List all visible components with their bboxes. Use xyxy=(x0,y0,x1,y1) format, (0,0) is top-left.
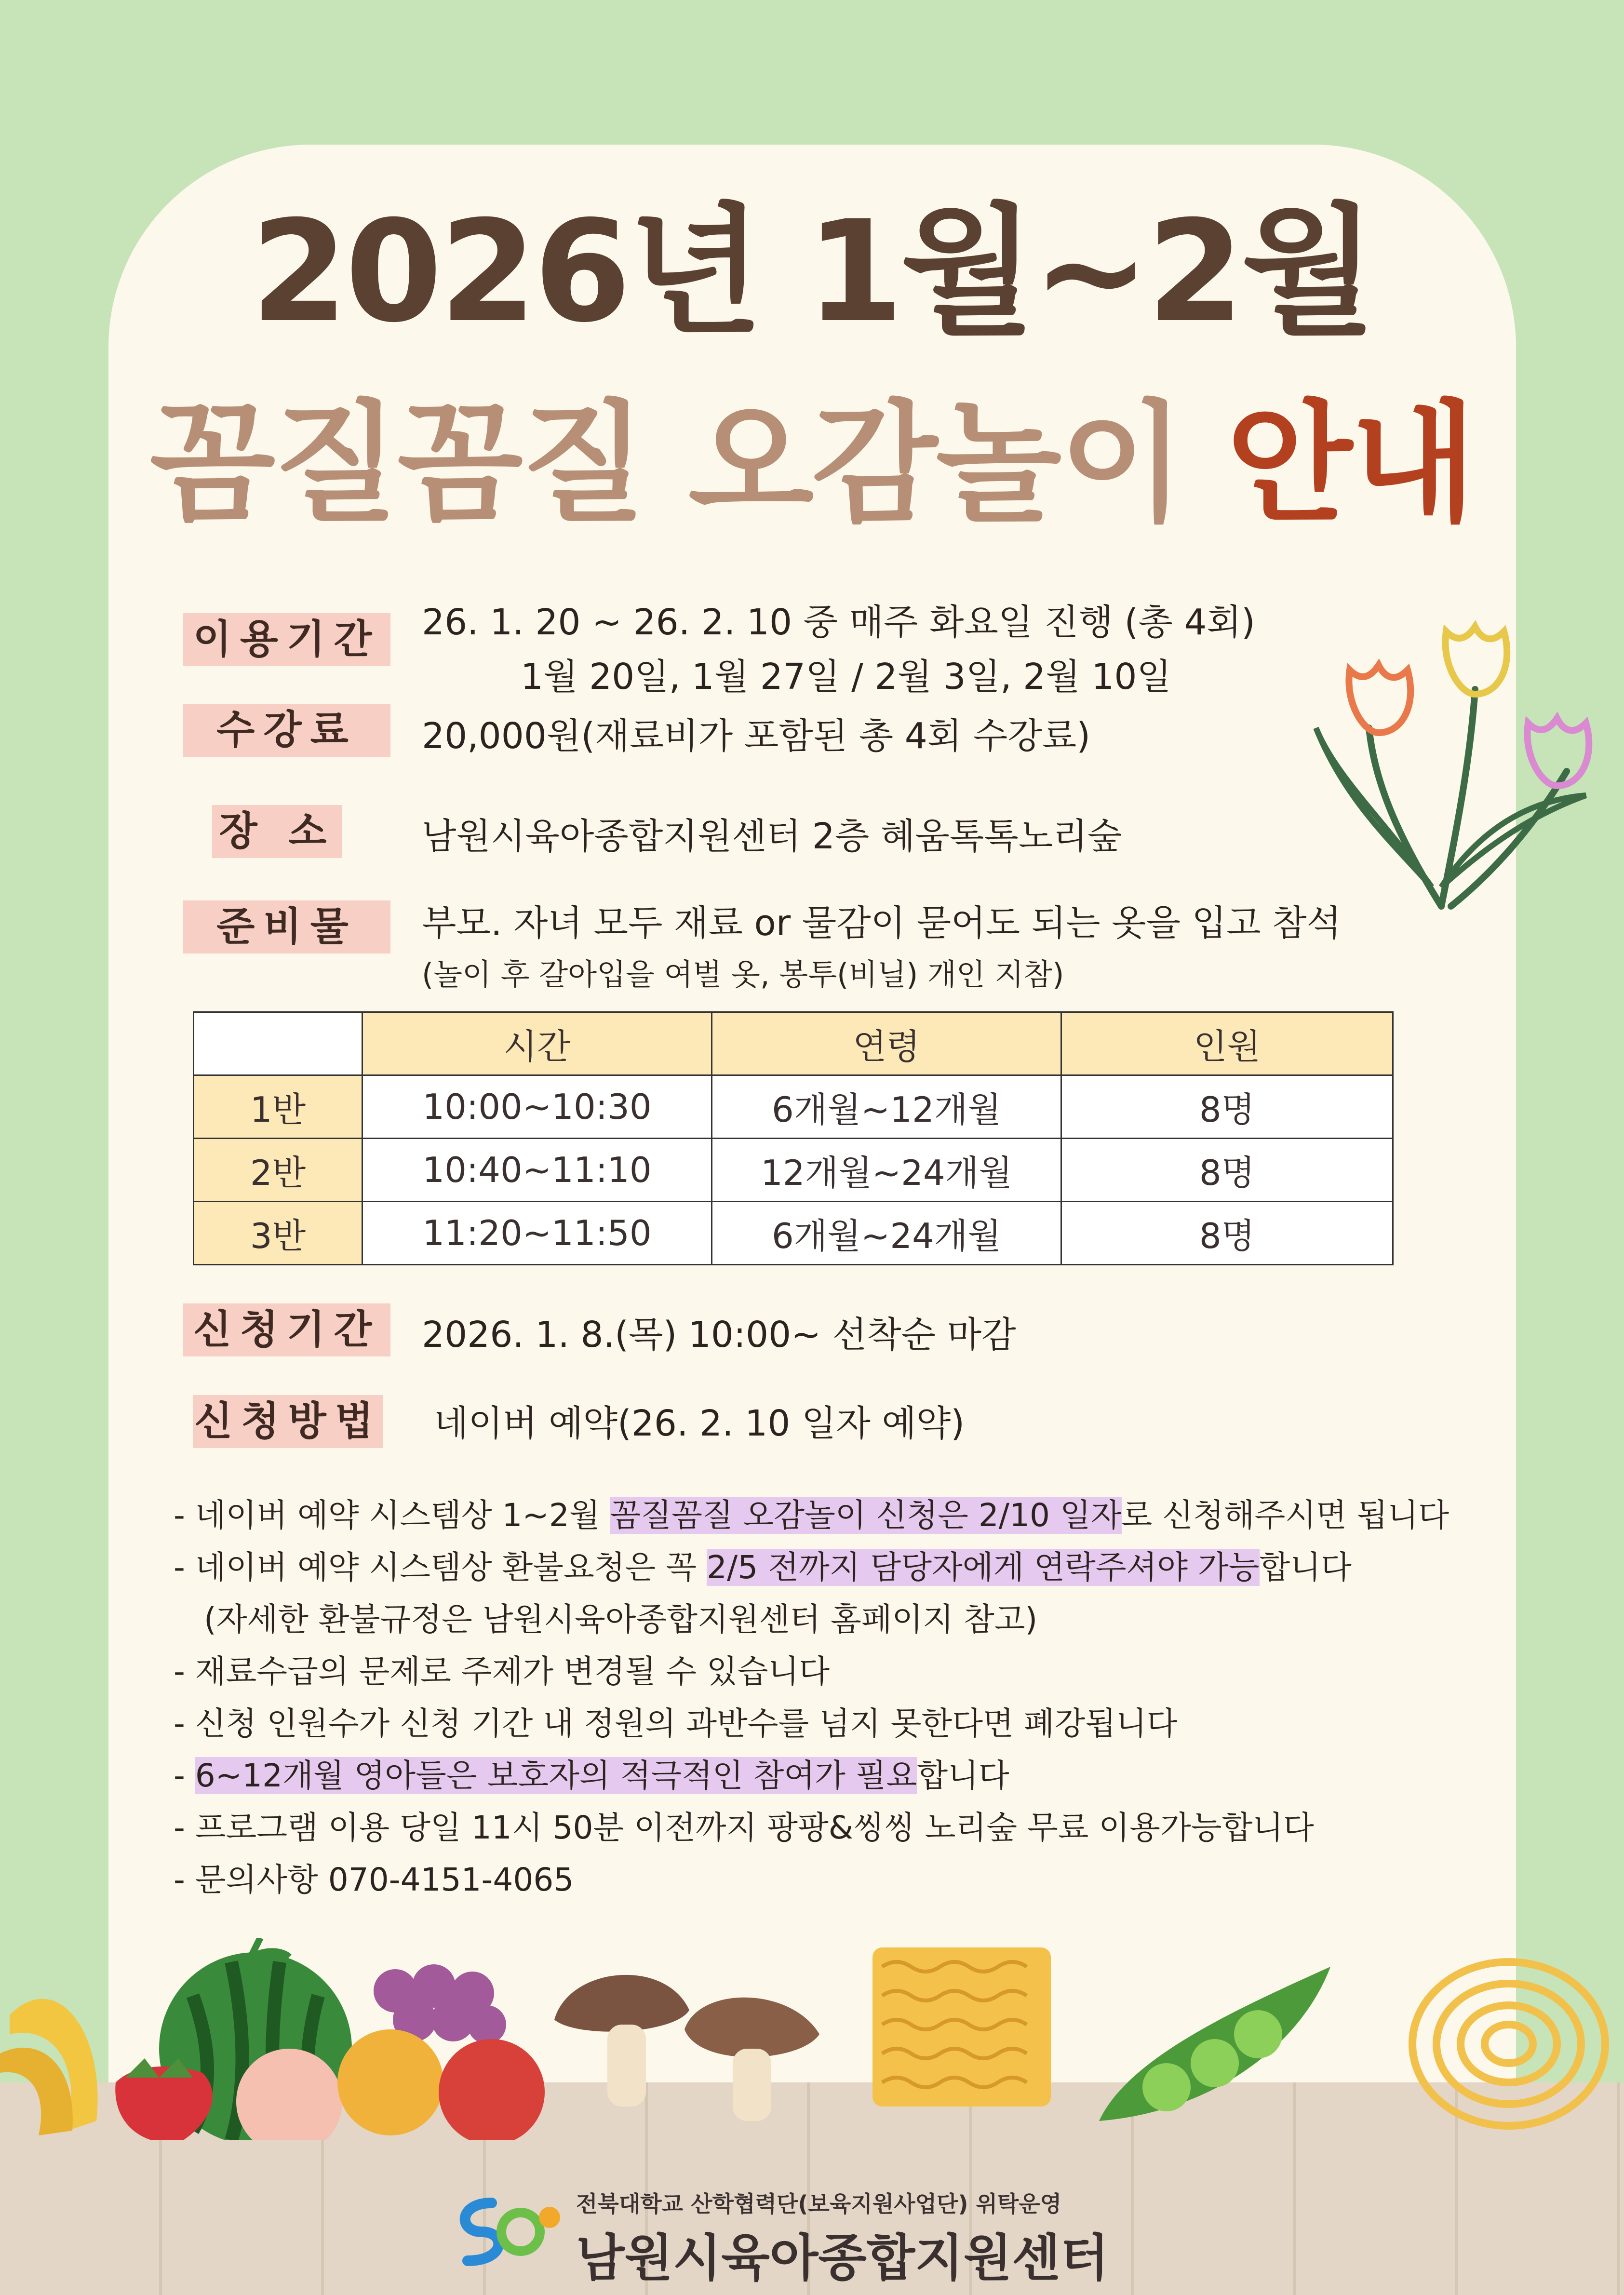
class-name: 3반 xyxy=(194,1202,362,1265)
mushroom-icon xyxy=(554,1975,819,2121)
notice-text: (자세한 환불규정은 남원시육아종합지원센터 홈페이지 참고) xyxy=(174,1601,1038,1638)
notice-item xyxy=(174,1542,1449,1594)
table-header-time: 시간 xyxy=(362,1012,712,1075)
value-fee: 20,000원(재료비가 포함된 총 4회 수강료) xyxy=(422,715,1091,757)
pea-pod-icon xyxy=(1099,1967,1330,2121)
notice-text: - 문의사항 070-4151-4065 xyxy=(174,1861,574,1898)
table-header-capacity: 인원 xyxy=(1061,1012,1393,1075)
notice-text: - 네이버 예약 시스템상 1~2월 xyxy=(174,1497,610,1534)
subtitle-main: 꼼질꼼질 오감놀이 xyxy=(149,388,1227,539)
notice-item xyxy=(174,1854,1449,1906)
class-time: 10:40~11:10 xyxy=(362,1139,712,1202)
label-apply-method: 신청방법 xyxy=(193,1395,383,1448)
notice-text: - 프로그램 이용 당일 11시 50분 이전까지 팡팡&씽씽 노리숲 무료 이용가능합니다 xyxy=(174,1809,1314,1846)
label-supplies: 준비물 xyxy=(183,900,390,953)
notice-text: 로 신청해주시면 됩니다 xyxy=(1121,1497,1450,1534)
class-capacity: 8명 xyxy=(1061,1202,1393,1265)
value-apply-period: 2026. 1. 8.(목) 10:00~ 선착순 마감 xyxy=(422,1314,1016,1356)
notice-item xyxy=(174,1490,1449,1542)
label-place: 장 소 xyxy=(212,805,342,858)
notice-highlight: 6~12개월 영아들은 보호자의 적극적인 참여가 필요 xyxy=(195,1757,917,1794)
table-header-blank xyxy=(194,1012,362,1075)
footer-center-name: 남원시육아종합지원센터 xyxy=(576,2228,1109,2287)
tulips-illustration xyxy=(1297,617,1605,926)
value-period-dates: 1월 20일, 1월 27일 / 2월 3일, 2월 10일 xyxy=(521,656,1171,698)
table-row xyxy=(194,1139,1393,1202)
class-name: 1반 xyxy=(194,1075,362,1139)
notice-text: - 네이버 예약 시스템상 환불요청은 꼭 xyxy=(174,1549,707,1586)
table-row xyxy=(194,1202,1393,1265)
notice-text: - 재료수급의 문제로 주제가 변경될 수 있습니다 xyxy=(174,1653,830,1690)
class-capacity: 8명 xyxy=(1061,1075,1393,1139)
value-place: 남원시육아종합지원센터 2층 혜움톡톡노리숲 xyxy=(422,816,1122,857)
value-period: 26. 1. 20 ~ 26. 2. 10 중 매주 화요일 진행 (총 4회) xyxy=(422,602,1255,643)
label-fee: 수강료 xyxy=(183,704,390,757)
notice-text: 합니다 xyxy=(917,1757,1009,1794)
subtitle-accent: 안내 xyxy=(1226,388,1475,539)
value-apply-method: 네이버 예약(26. 2. 10 일자 예약) xyxy=(434,1403,965,1444)
class-time: 11:20~11:50 xyxy=(362,1202,712,1265)
class-time: 10:00~10:30 xyxy=(362,1075,712,1139)
page-title: 2026년 1월~2월 xyxy=(250,191,1374,353)
table-header-age: 연령 xyxy=(712,1012,1061,1075)
red-apple-icon xyxy=(439,2039,545,2140)
notice-item xyxy=(174,1646,1449,1698)
schedule-table xyxy=(193,1011,1394,1265)
value-supplies: 부모. 자녀 모두 재료 or 물감이 묻어도 되는 옷을 입고 참석 xyxy=(422,902,1342,944)
value-supplies-note: (놀이 후 갈아입을 여벌 옷, 봉투(비닐) 개인 지참) xyxy=(422,957,1064,992)
class-age: 12개월~24개월 xyxy=(712,1139,1061,1202)
pasta-nest-icon xyxy=(1412,1962,1605,2126)
label-apply-period: 신청기간 xyxy=(183,1303,390,1356)
class-age: 6개월~12개월 xyxy=(712,1075,1061,1139)
notice-list xyxy=(174,1490,1449,1906)
notice-item xyxy=(174,1594,1449,1646)
yellow-apple-icon xyxy=(337,2029,443,2135)
notice-item xyxy=(174,1802,1449,1854)
class-capacity: 8명 xyxy=(1061,1139,1393,1202)
center-logo-icon xyxy=(448,2193,564,2270)
notice-highlight: 2/5 전까지 담당자에게 연락주셔야 가능 xyxy=(707,1549,1260,1586)
class-name: 2반 xyxy=(194,1139,362,1202)
notice-highlight: 꼼질꼼질 오감놀이 신청은 2/10 일자 xyxy=(610,1497,1122,1534)
label-period: 이용기간 xyxy=(183,613,390,666)
page-subtitle xyxy=(0,359,1624,546)
notice-text: 합니다 xyxy=(1259,1549,1352,1586)
table-header-row xyxy=(194,1012,1393,1075)
footer-operator: 전북대학교 산학협력단(보육지원사업단) 위탁운영 xyxy=(576,2191,1062,2217)
notice-text: - xyxy=(174,1757,195,1794)
class-age: 6개월~24개월 xyxy=(712,1202,1061,1265)
notice-item xyxy=(174,1698,1449,1750)
food-illustration xyxy=(0,1938,1624,2140)
notice-text: - 신청 인원수가 신청 기간 내 정원의 과반수를 넘지 못한다면 폐강됩니다 xyxy=(174,1705,1178,1742)
notice-item xyxy=(174,1750,1449,1802)
table-row xyxy=(194,1075,1393,1139)
